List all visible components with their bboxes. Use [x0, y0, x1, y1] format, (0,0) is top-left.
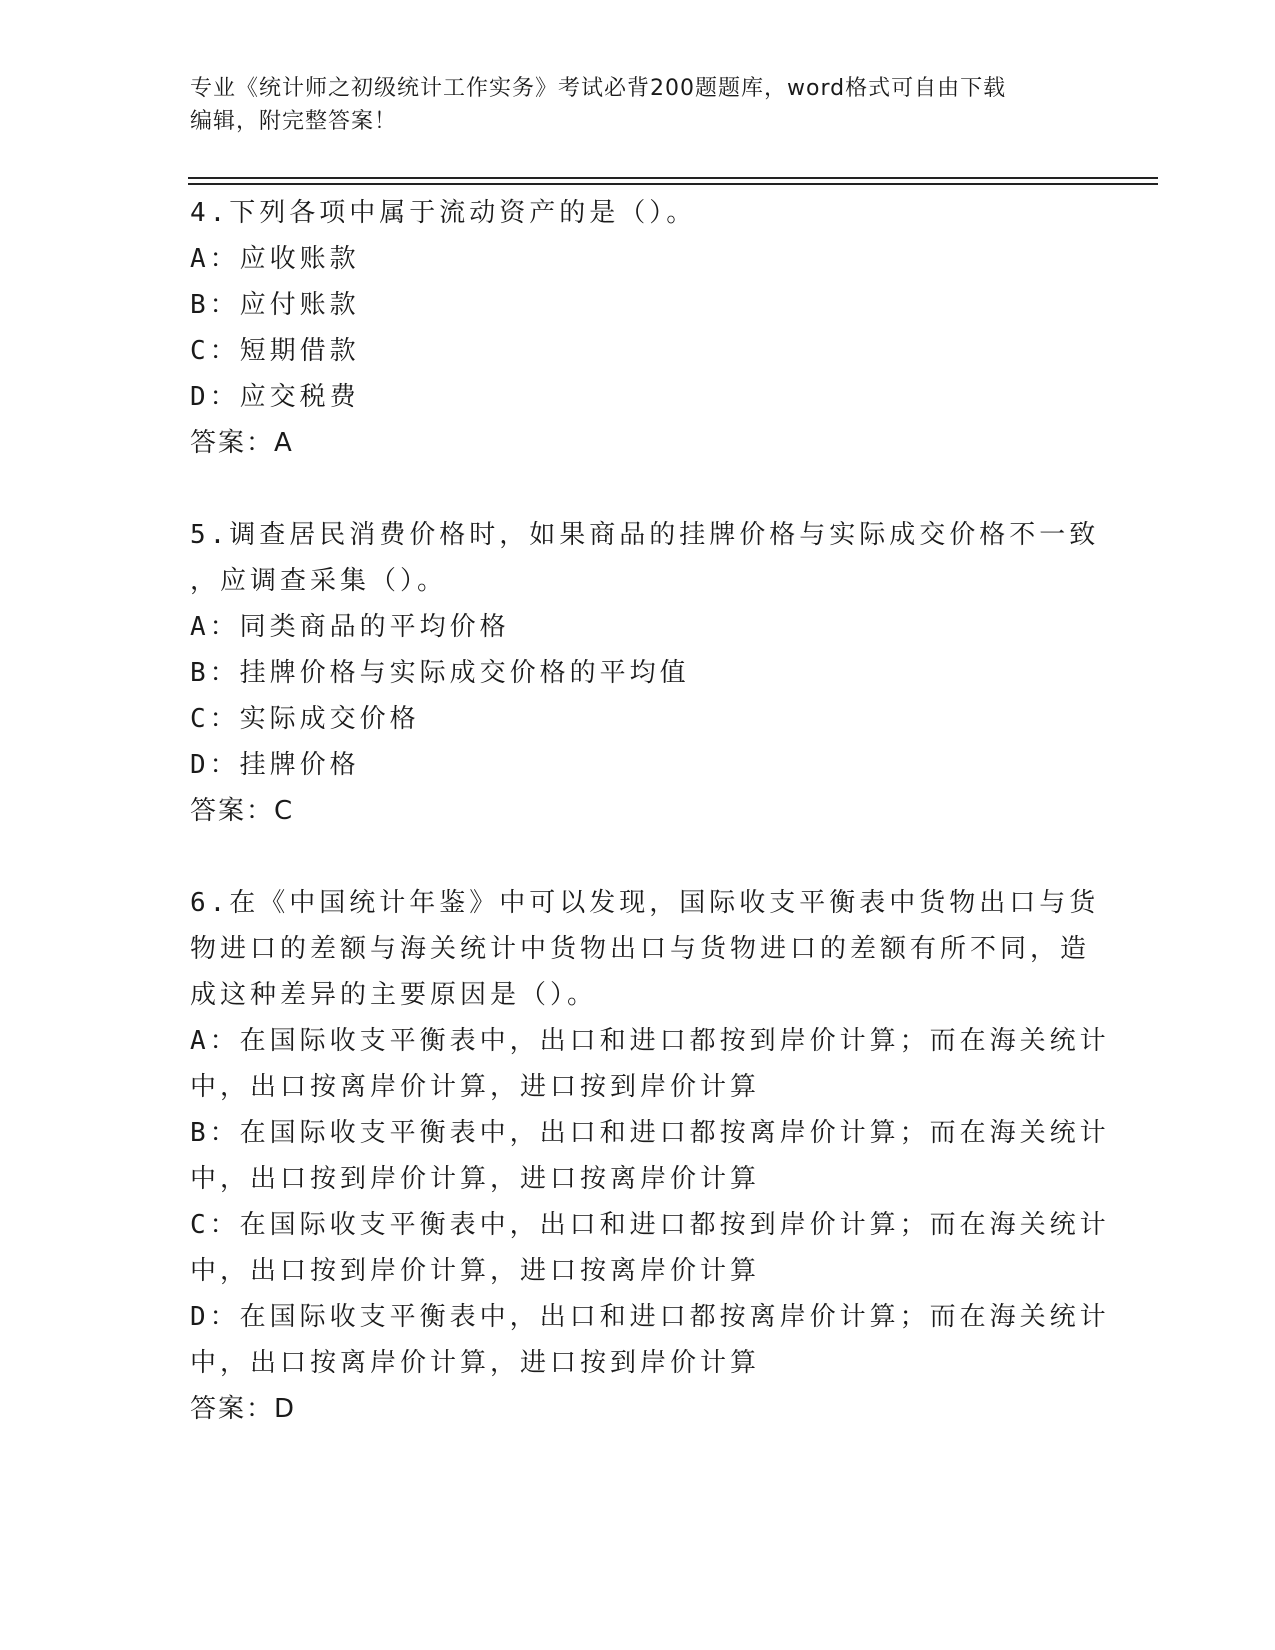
- question-block: [190, 880, 1110, 1432]
- question-list: [190, 190, 1110, 1432]
- option-d: [190, 374, 1090, 420]
- option-b: [190, 1110, 1110, 1202]
- option-d: [190, 742, 1090, 788]
- answer-value: A: [274, 428, 294, 458]
- option-line: A：在国际收支平衡表中，出口和进口都按到岸价计算；而在海关统计: [190, 1026, 1110, 1056]
- question-stem-line: 5.调查居民消费价格时，如果商品的挂牌价格与实际成交价格不一致: [190, 520, 1100, 550]
- question-stem-line: 物进口的差额与海关统计中货物出口与货物进口的差额有所不同，造: [190, 934, 1091, 964]
- option-line: D：在国际收支平衡表中，出口和进口都按离岸价计算；而在海关统计: [190, 1302, 1110, 1332]
- question-stem-line: ，应调查采集（）。: [190, 566, 448, 596]
- answer-label: 答案：: [190, 796, 275, 826]
- option-line: A：应收账款: [190, 244, 360, 274]
- option-line: 中，出口按离岸价计算，进口按到岸价计算: [190, 1072, 761, 1102]
- question-spacer: [190, 466, 1090, 512]
- option-line: D：应交税费: [190, 382, 360, 412]
- option-line: 中，出口按到岸价计算，进口按离岸价计算: [190, 1164, 761, 1194]
- option-line: B：在国际收支平衡表中，出口和进口都按离岸价计算；而在海关统计: [190, 1118, 1110, 1148]
- document-header: [190, 72, 1090, 138]
- option-line: C：短期借款: [190, 336, 360, 366]
- option-line: A：同类商品的平均价格: [190, 612, 510, 642]
- header-rule-top: [188, 177, 1158, 179]
- option-b: [190, 650, 1090, 696]
- question-spacer: [190, 834, 1090, 880]
- option-line: 中，出口按离岸价计算，进口按到岸价计算: [190, 1348, 761, 1378]
- question-stem-line: 成这种差异的主要原因是（）。: [190, 980, 598, 1010]
- answer-label: 答案：: [190, 428, 275, 458]
- question-stem-line: 4.下列各项中属于流动资产的是（）。: [190, 198, 697, 228]
- option-a: [190, 1018, 1110, 1110]
- answer-value: D: [274, 1394, 297, 1424]
- option-c: [190, 328, 1090, 374]
- header-line-1: 专业《统计师之初级统计工作实务》考试必背200题题库，word格式可自由下载: [190, 76, 1007, 101]
- option-c: [190, 1202, 1110, 1294]
- option-line: C：在国际收支平衡表中，出口和进口都按到岸价计算；而在海关统计: [190, 1210, 1110, 1240]
- option-line: B：挂牌价格与实际成交价格的平均值: [190, 658, 690, 688]
- answer-value: C: [274, 796, 295, 826]
- option-line: C：实际成交价格: [190, 704, 420, 734]
- answer-line: [190, 1386, 1090, 1432]
- question-block: [190, 512, 1100, 834]
- option-a: [190, 236, 1090, 282]
- answer-label: 答案：: [190, 1394, 275, 1424]
- answer-line: [190, 420, 1090, 466]
- option-line: 中，出口按到岸价计算，进口按离岸价计算: [190, 1256, 761, 1286]
- option-b: [190, 282, 1090, 328]
- header-rule-bottom: [188, 183, 1158, 185]
- option-a: [190, 604, 1090, 650]
- option-d: [190, 1294, 1110, 1386]
- option-c: [190, 696, 1090, 742]
- question-block: [190, 190, 1090, 466]
- header-line-2: 编辑，附完整答案！: [190, 109, 398, 134]
- option-line: B：应付账款: [190, 290, 360, 320]
- answer-line: [190, 788, 1090, 834]
- option-line: D：挂牌价格: [190, 750, 360, 780]
- question-stem-line: 6.在《中国统计年鉴》中可以发现，国际收支平衡表中货物出口与货: [190, 888, 1100, 918]
